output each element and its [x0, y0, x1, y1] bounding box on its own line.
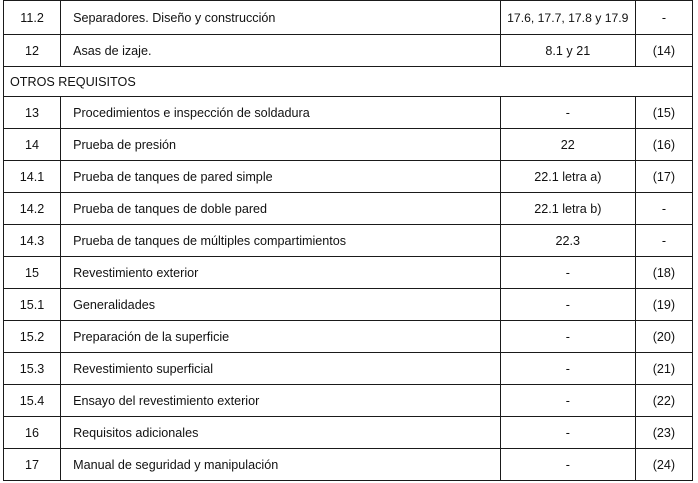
row-description: Preparación de la superficie [61, 321, 501, 353]
row-note: (19) [635, 289, 692, 321]
row-number: 11.2 [4, 1, 61, 35]
row-number: 14.3 [4, 225, 61, 257]
row-number: 12 [4, 35, 61, 67]
row-note: (21) [635, 353, 692, 385]
row-reference: 8.1 y 21 [500, 35, 635, 67]
row-description: Prueba de tanques de doble pared [61, 193, 501, 225]
row-number: 13 [4, 97, 61, 129]
row-reference: - [500, 289, 635, 321]
row-number: 16 [4, 417, 61, 449]
row-description: Prueba de presión [61, 129, 501, 161]
row-reference-text: 17.6, 17.7, 17.8 y 17.9 [507, 10, 629, 25]
row-note: (22) [635, 385, 692, 417]
table-row [4, 97, 693, 129]
table-row [4, 161, 693, 193]
row-note: (23) [635, 417, 692, 449]
table-row [4, 385, 693, 417]
row-description: Generalidades [61, 289, 501, 321]
row-number: 14 [4, 129, 61, 161]
row-number: 14.1 [4, 161, 61, 193]
row-number: 15.2 [4, 321, 61, 353]
row-description: Prueba de tanques de múltiples compartimientos [61, 225, 501, 257]
row-reference [500, 1, 635, 35]
row-reference: 22.3 [500, 225, 635, 257]
requirements-rows [4, 97, 693, 481]
row-note: (15) [635, 97, 692, 129]
row-number: 15.4 [4, 385, 61, 417]
row-description: Asas de izaje. [61, 35, 501, 67]
row-number: 15.1 [4, 289, 61, 321]
table-row [4, 449, 693, 481]
table-row [4, 321, 693, 353]
row-description: Requisitos adicionales [61, 417, 501, 449]
row-reference: 22.1 letra a) [500, 161, 635, 193]
row-reference: - [500, 257, 635, 289]
row-number: 17 [4, 449, 61, 481]
row-note: (16) [635, 129, 692, 161]
row-note: - [635, 193, 692, 225]
row-description: Revestimiento exterior [61, 257, 501, 289]
row-description: Revestimiento superficial [61, 353, 501, 385]
row-note: - [635, 1, 692, 35]
row-reference: - [500, 417, 635, 449]
section-header-row [4, 67, 693, 97]
row-description: Separadores. Diseño y construcción [61, 1, 501, 35]
row-reference: - [500, 385, 635, 417]
section-title: OTROS REQUISITOS [4, 67, 693, 97]
row-reference: - [500, 353, 635, 385]
table-row [4, 225, 693, 257]
row-description: Ensayo del revestimiento exterior [61, 385, 501, 417]
table-row [4, 1, 693, 35]
requirements-table [3, 0, 693, 481]
row-description: Manual de seguridad y manipulación [61, 449, 501, 481]
table-row [4, 417, 693, 449]
table-row [4, 35, 693, 67]
row-number: 14.2 [4, 193, 61, 225]
row-reference: - [500, 321, 635, 353]
table-row [4, 353, 693, 385]
table-row [4, 129, 693, 161]
table-row [4, 289, 693, 321]
row-number: 15 [4, 257, 61, 289]
row-note: (17) [635, 161, 692, 193]
row-reference: - [500, 449, 635, 481]
row-note: - [635, 225, 692, 257]
row-description: Procedimientos e inspección de soldadura [61, 97, 501, 129]
row-reference: 22.1 letra b) [500, 193, 635, 225]
row-description: Prueba de tanques de pared simple [61, 161, 501, 193]
row-number: 15.3 [4, 353, 61, 385]
table-row [4, 193, 693, 225]
row-note: (24) [635, 449, 692, 481]
row-note: (20) [635, 321, 692, 353]
row-note: (14) [635, 35, 692, 67]
table-row [4, 257, 693, 289]
row-reference: - [500, 97, 635, 129]
row-reference: 22 [500, 129, 635, 161]
row-note: (18) [635, 257, 692, 289]
